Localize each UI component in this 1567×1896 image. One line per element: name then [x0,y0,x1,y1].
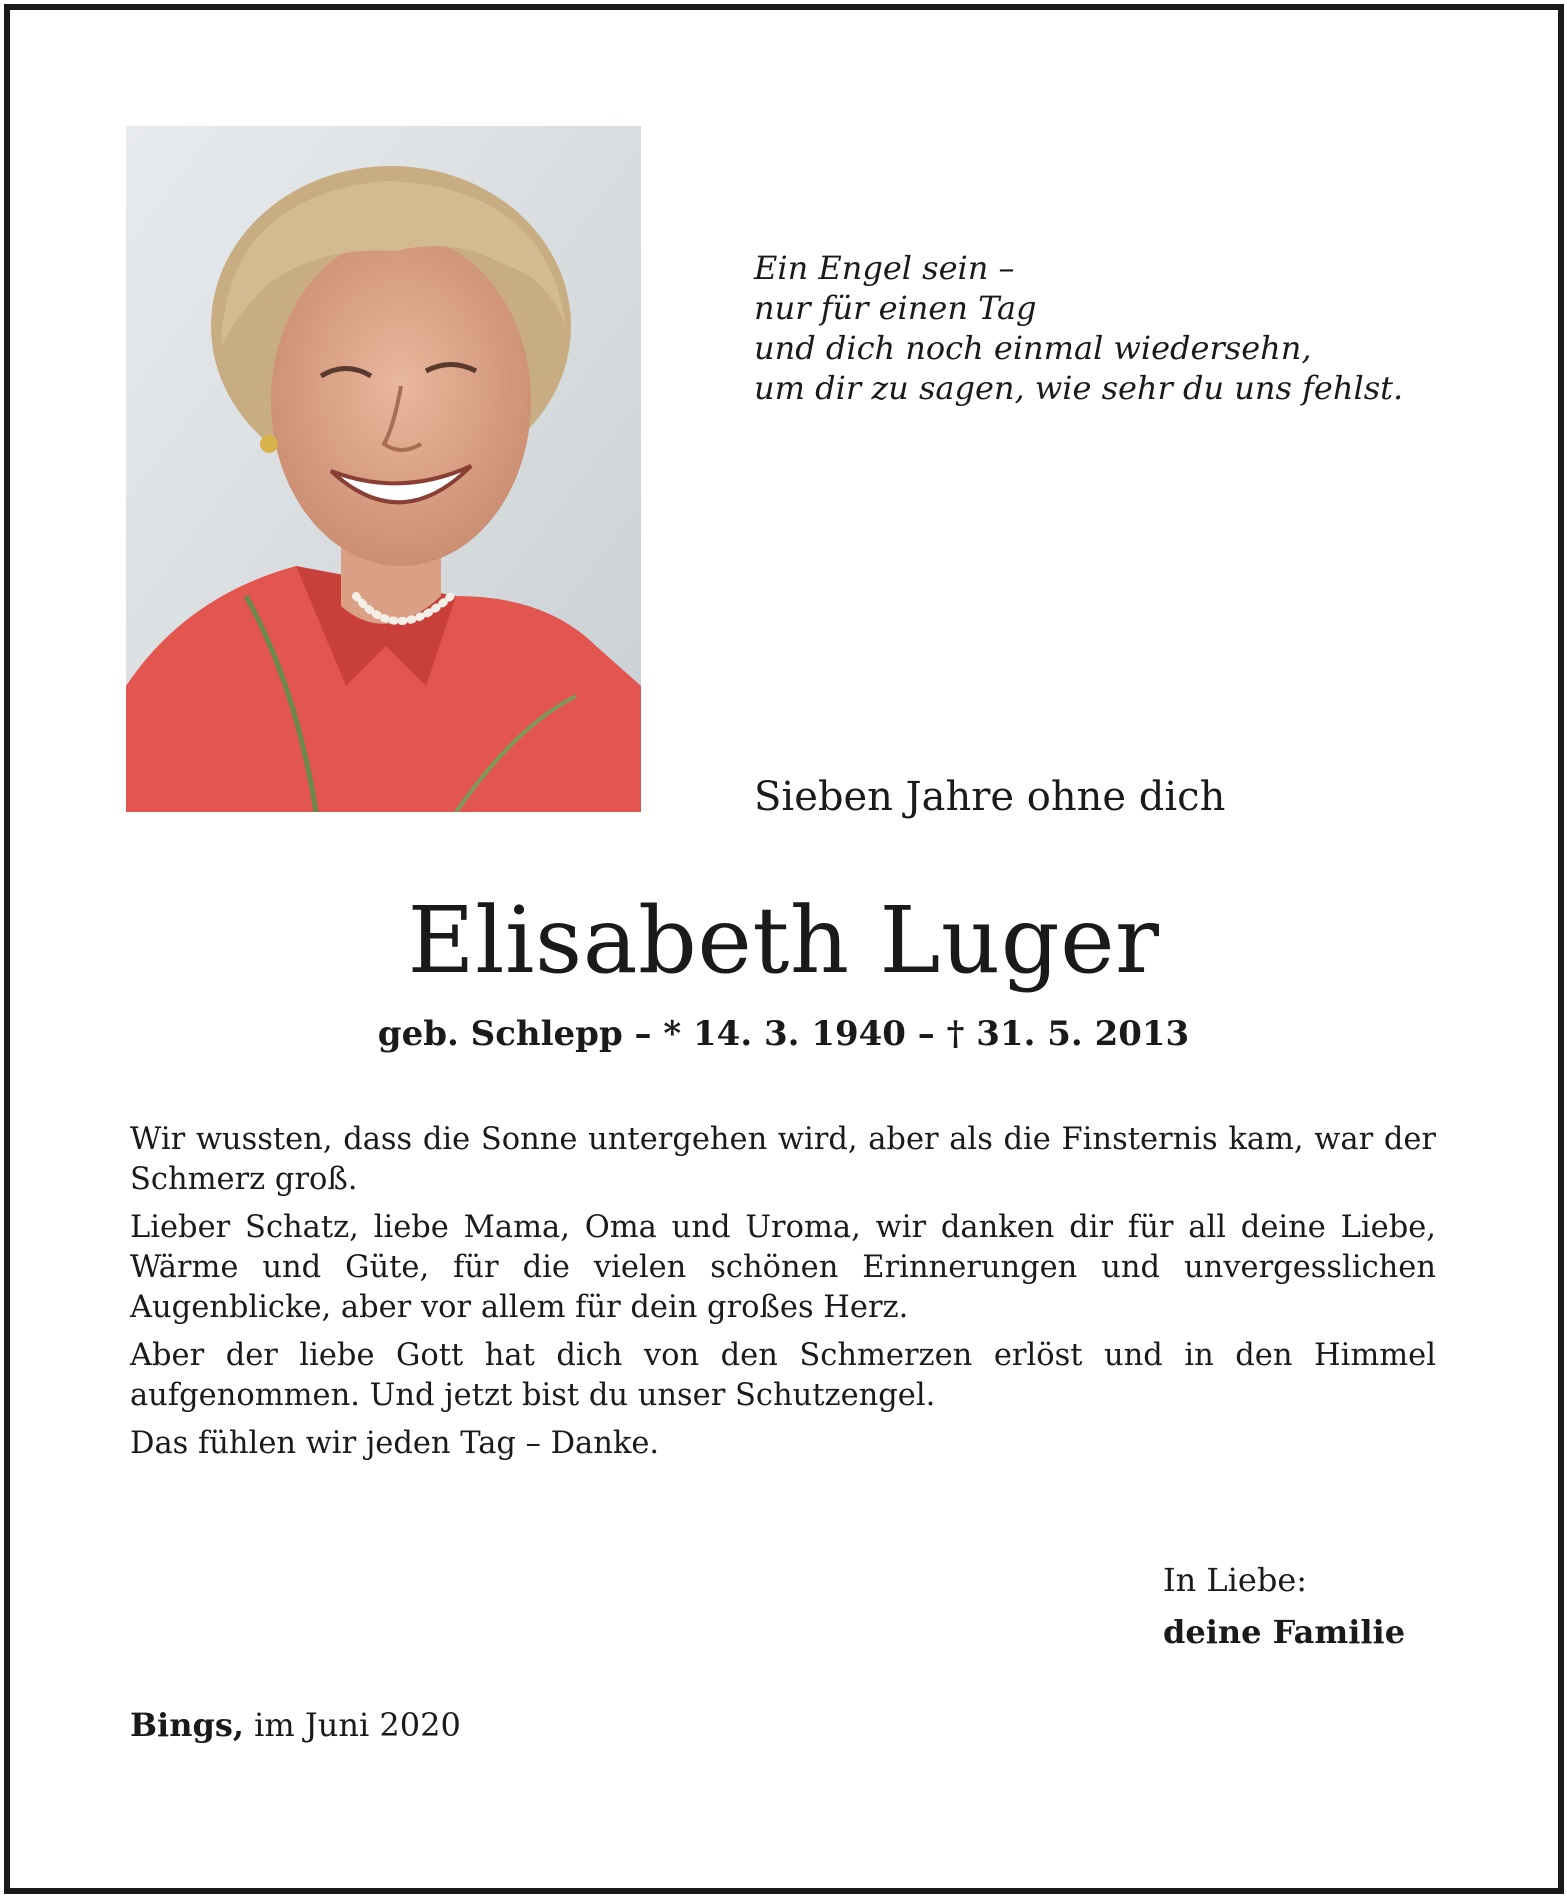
paragraph: Wir wussten, dass die Sonne untergehen wird, aber als die Finsternis kam, war der Schmerz groß. [130,1122,1436,1197]
portrait-illustration [126,126,641,812]
birth-death-dates: geb. Schlepp – * 14. 3. 1940 – † 31. 5. 2013 [377,1014,1190,1054]
poem [754,248,1403,408]
place-date [130,1703,461,1747]
place-date-text: im Juni 2020 [244,1706,461,1744]
poem-line: um dir zu sagen, wie sehr du uns fehlst. [754,369,1404,407]
signature [1163,1554,1405,1658]
paragraph: Lieber Schatz, liebe Mama, Oma und Uroma, wir danken dir für all deine Liebe, Wärme und Güte, für die vielen schönen Erinnerungen und unvergesslichen Augenblicke, aber vor allem für dein großes Herz. [130,1210,1436,1325]
memorial-subtitle: Sieben Jahre ohne dich [754,774,1226,820]
signature-family: deine Familie [1163,1613,1406,1651]
poem-line: und dich noch einmal wiedersehn, [754,329,1312,367]
memorial-text [130,1120,1436,1472]
paragraph: Aber der liebe Gott hat dich von den Schmerzen erlöst und in den Himmel aufgenommen. Und jetzt bist du unser Schutzengel. [130,1338,1436,1413]
poem-line: nur für einen Tag [754,289,1037,327]
signature-intro: In Liebe: [1163,1561,1308,1599]
paragraph: Das fühlen wir jeden Tag – Danke. [130,1426,660,1461]
place-town: Bings, [130,1706,244,1744]
portrait-photo [126,126,641,812]
poem-line: Ein Engel sein – [754,249,1015,287]
deceased-name: Elisabeth Luger [407,887,1160,994]
